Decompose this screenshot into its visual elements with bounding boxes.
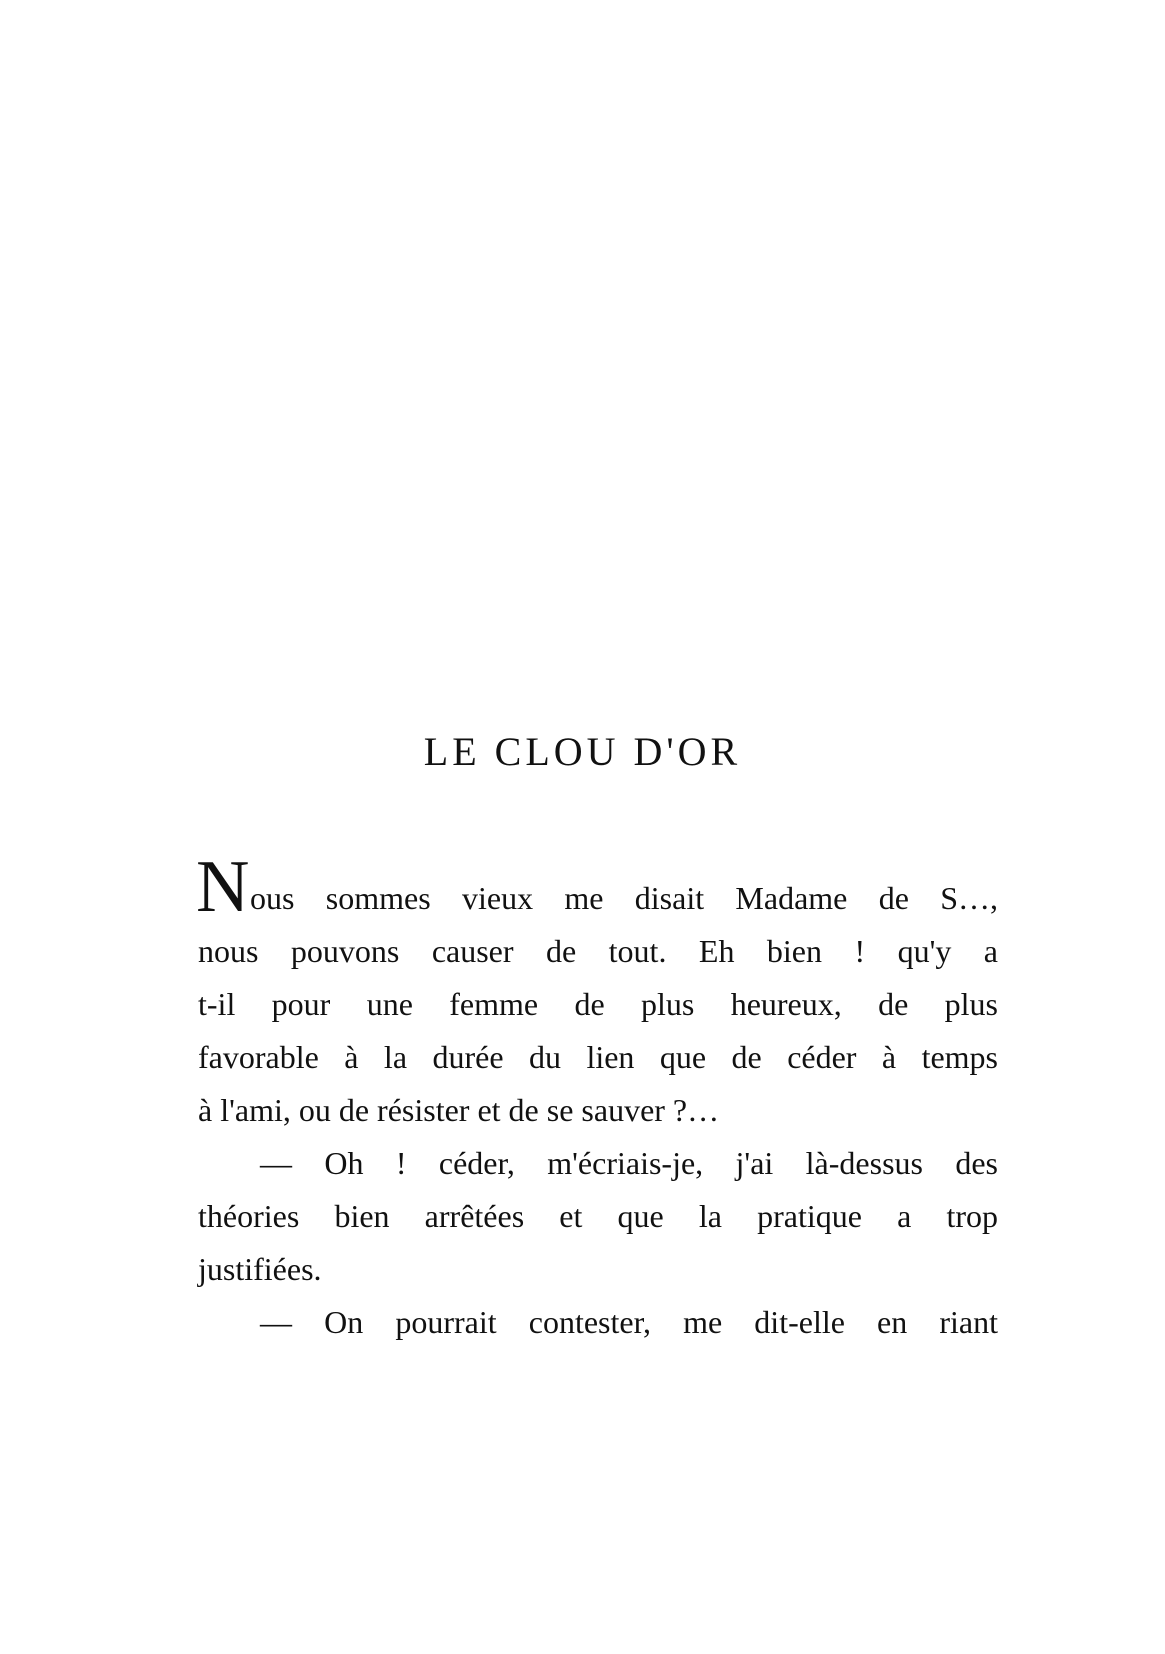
paragraph-3-line-1: — On pourrait contester, me dit-elle en riant: [260, 1304, 998, 1340]
body-text: [196, 846, 998, 1349]
paragraph-1-line-1: [196, 846, 998, 928]
paragraph-2-line-2: théories bien arrêtées et que la pratique a trop: [198, 1198, 998, 1234]
drop-cap: N: [196, 846, 250, 928]
paragraph-1-line-5: à l'ami, ou de résister et de se sauver ?…: [198, 1092, 720, 1128]
chapter-title: LE CLOU D'OR: [423, 729, 742, 774]
paragraph-1-line-3: t-il pour une femme de plus heureux, de plus: [198, 986, 998, 1022]
paragraph-2-line-1: — Oh ! céder, m'écriais-je, j'ai là-dessus des: [260, 1145, 998, 1181]
paragraph-1-line-1-text: ous sommes vieux me disait Madame de S…,: [250, 880, 998, 916]
paragraph-1-line-4: favorable à la durée du lien que de céder à temps: [198, 1039, 998, 1075]
paragraph-2-line-3: justifiées.: [198, 1251, 322, 1287]
paragraph-1-line-2: nous pouvons causer de tout. Eh bien ! qu'y a: [198, 933, 998, 969]
